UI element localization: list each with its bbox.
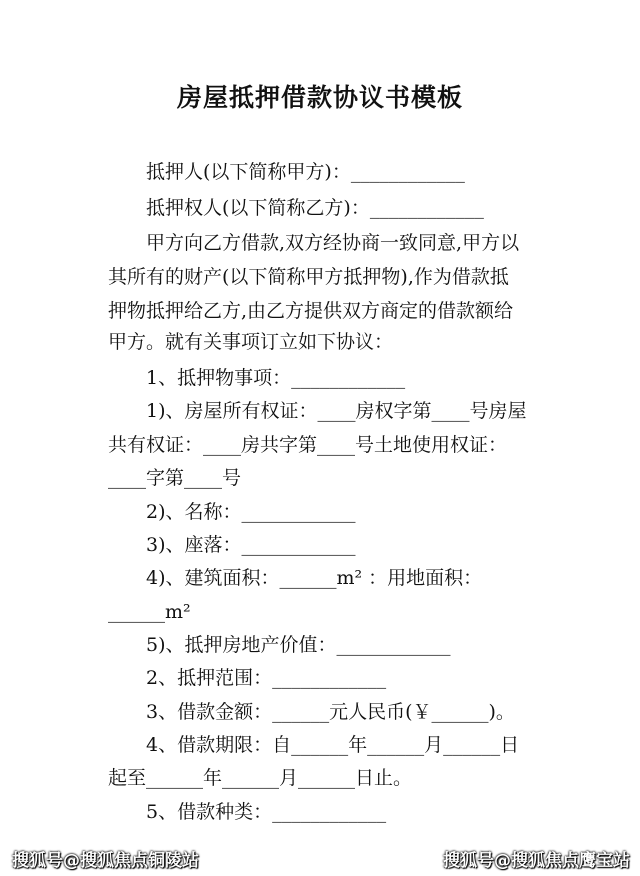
clause-1-3-location: 3)、座落：____________ [146,534,356,556]
clause-1-2-name: 2)、名称：____________ [146,501,356,523]
intro-paragraph-line-1: 甲方向乙方借款,双方经协商一致同意,甲方以 [146,232,520,254]
clause-1-5-value: 5)、抵押房地产价值：____________ [146,634,451,656]
intro-paragraph-line-2: 其所有的财产(以下简称甲方抵押物),作为借款抵 [108,266,509,288]
clause-1-1-line-1: 1)、房屋所有权证：____房权字第____号房屋 [146,400,527,422]
watermark-right: 搜狐号@搜狐焦点鹰宝站 [443,851,630,871]
clause-2-scope: 2、抵押范围：____________ [146,667,387,689]
clause-4-term-line-1: 4、借款期限：自______年______月______日 [146,734,520,756]
party-b-line: 抵押权人(以下简称乙方)：____________ [146,197,484,219]
party-a-line: 抵押人(以下简称甲方)：____________ [146,161,465,183]
clause-3-amount: 3、借款金额：______元人民币(￥______)。 [146,701,515,723]
clause-1-heading: 1、抵押物事项：____________ [146,367,406,389]
intro-paragraph-line-3: 押物抵押给乙方,由乙方提供双方商定的借款额给 [108,300,514,322]
clause-1-4-area-line-1: 4)、建筑面积：______m² ：用地面积： [146,567,483,589]
clause-4-term-line-2: 起至______年______月______日止。 [108,767,413,789]
document-title: 房屋抵押借款协议书模板 [176,83,463,112]
clause-1-4-area-line-2: ______m² [108,601,191,623]
watermark-left: 搜狐号@搜狐焦点铜陵站 [12,851,199,871]
clause-5-type: 5、借款种类：____________ [146,801,387,823]
intro-paragraph-line-4: 甲方。就有关事项订立如下协议： [108,331,394,353]
clause-1-1-line-3: ____字第____号 [108,467,242,489]
clause-1-1-line-2: 共有权证：____房共字第____号土地使用权证： [108,434,508,456]
